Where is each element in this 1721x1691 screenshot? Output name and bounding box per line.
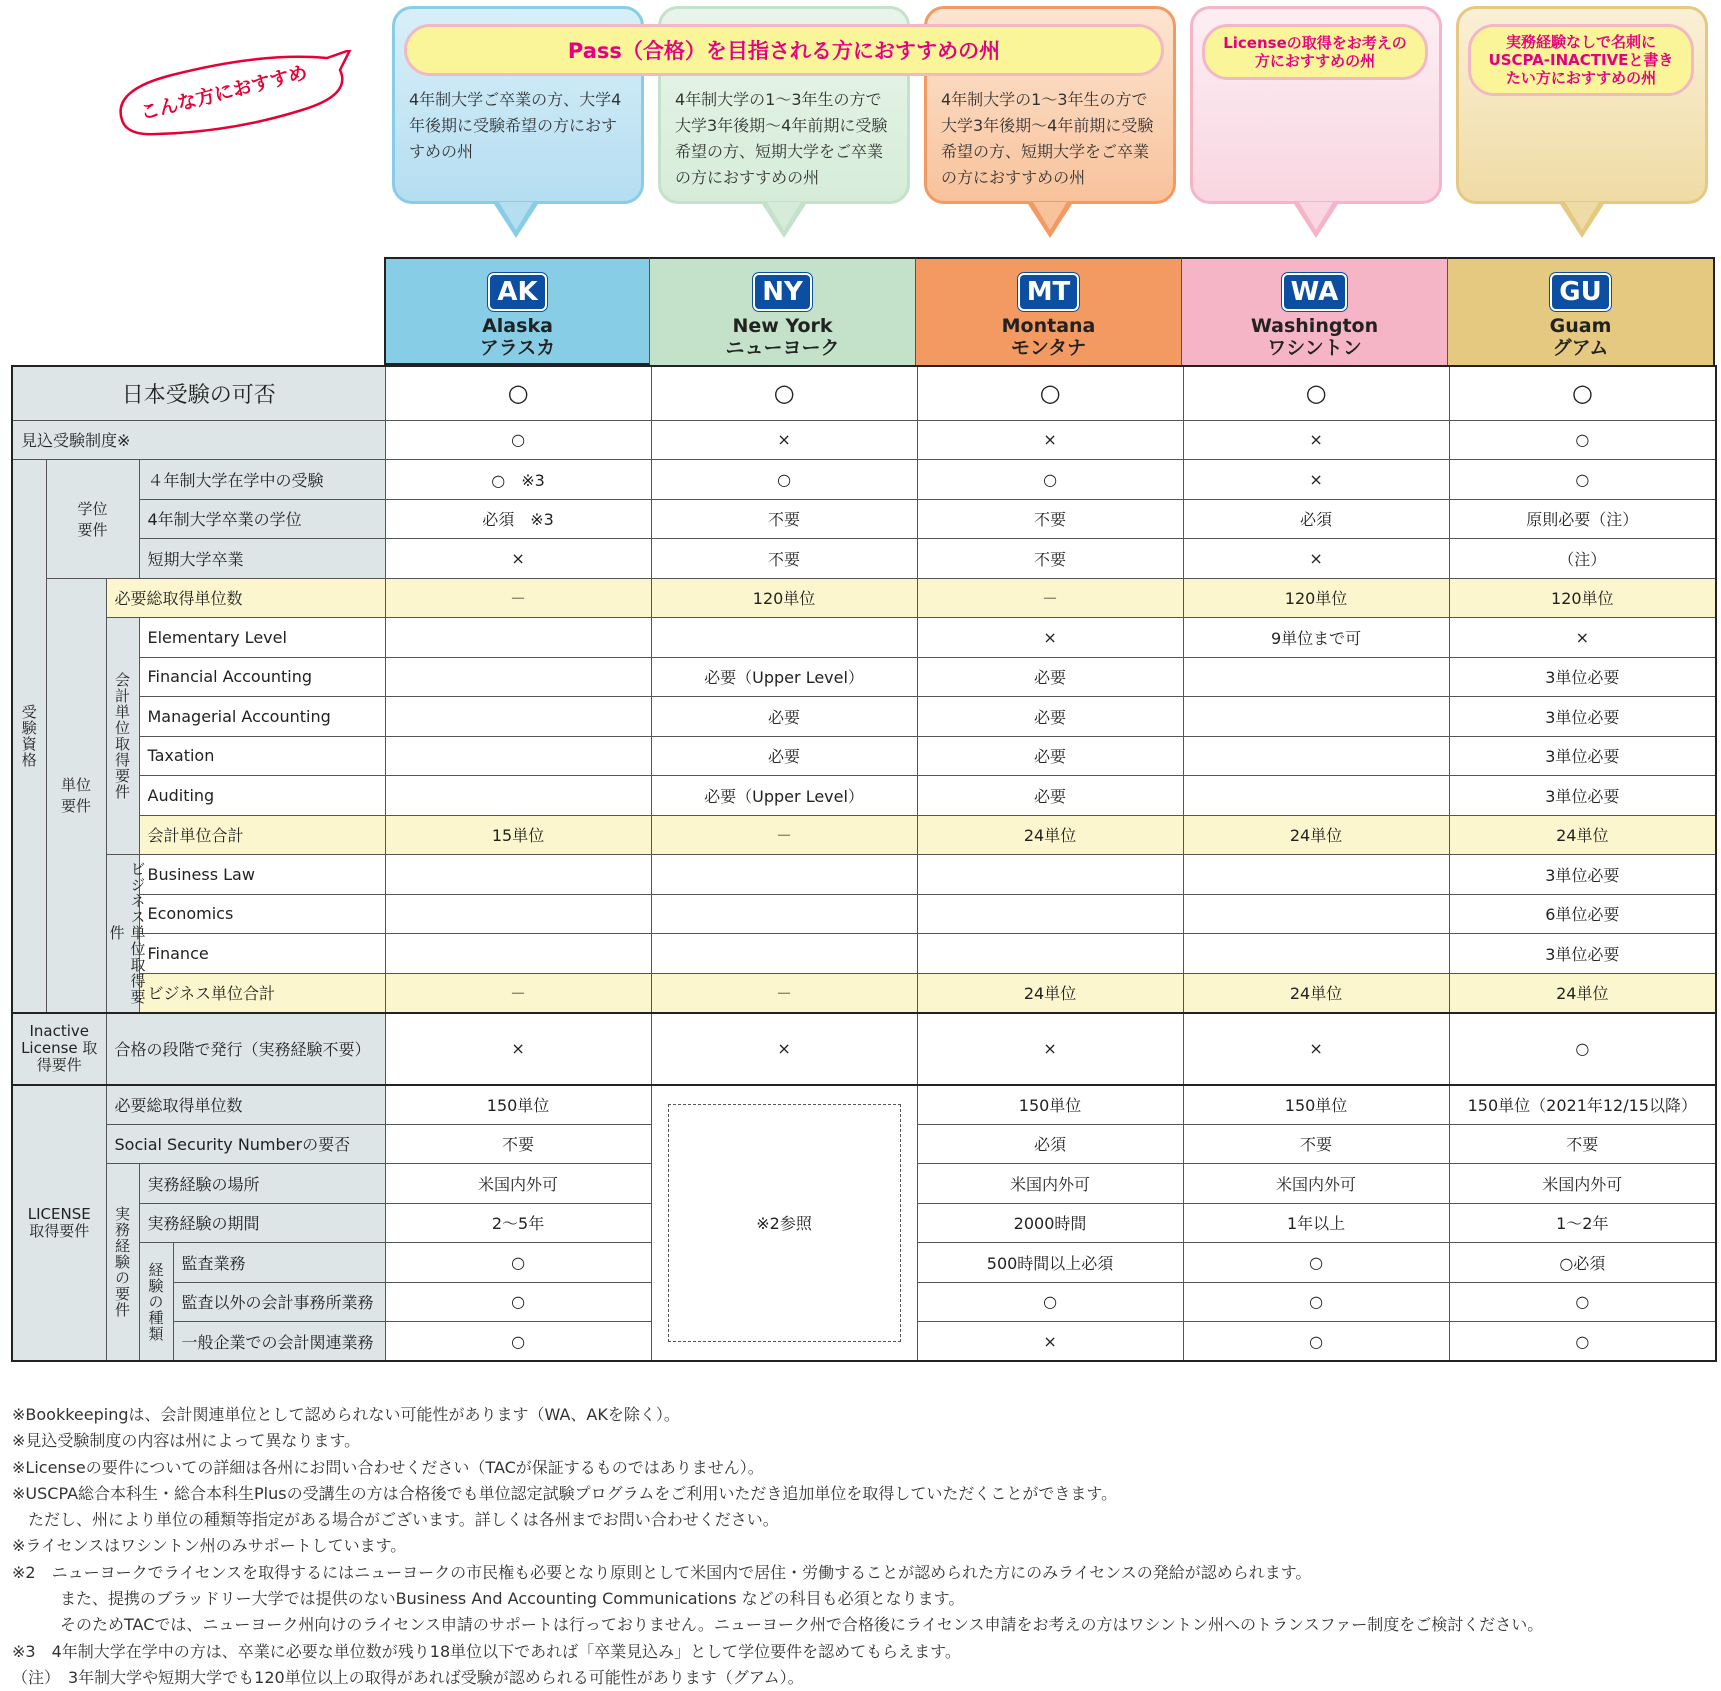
state-en-gu: Guam: [1549, 315, 1612, 337]
cell: 1年以上: [1183, 1203, 1449, 1243]
cell: [385, 618, 651, 658]
group-label: 単位要件: [60, 776, 91, 815]
footnotes: [12, 1402, 1543, 1691]
group-exp-type: [139, 1243, 173, 1362]
cell: 24単位: [1183, 815, 1449, 855]
row-label: 合格の段階で発行（実務経験不要）: [106, 1013, 385, 1085]
cell: 6単位必要: [1449, 894, 1716, 934]
cell: 米国内外可: [385, 1164, 651, 1204]
row-mgr-acct: [12, 697, 1716, 737]
state-jp-gu: グアム: [1552, 337, 1609, 359]
cell: 120単位: [1449, 578, 1716, 618]
note: ただし、州により単位の種類等指定がある場合がございます。詳しくは各州までお問い合わせください。: [12, 1510, 779, 1530]
cell: [917, 934, 1183, 974]
row-label: Economics: [139, 894, 385, 934]
cell: [1183, 736, 1449, 776]
cell: 米国内外可: [917, 1164, 1183, 1204]
cell: [385, 894, 651, 934]
group-exp-req: [106, 1164, 139, 1362]
row-label: 一般企業での会計関連業務: [173, 1322, 385, 1362]
state-jp-mt: モンタナ: [1010, 337, 1087, 359]
cell: [651, 618, 917, 658]
cell: 必要: [651, 736, 917, 776]
cell: 24単位: [917, 815, 1183, 855]
state-code-mt: MT: [1018, 273, 1080, 311]
cell: 3単位必要: [1449, 697, 1716, 737]
cell: ○: [1449, 366, 1716, 420]
cell: （注）: [1449, 539, 1716, 579]
cell: ○: [651, 460, 917, 500]
cell: －: [651, 973, 917, 1013]
cell: ○: [1183, 1282, 1449, 1322]
cell: ×: [1449, 618, 1716, 658]
header-gu: [1448, 257, 1715, 365]
header-mt: [916, 257, 1182, 365]
cell: 不要: [917, 499, 1183, 539]
cell: 必要: [651, 697, 917, 737]
row-label: 監査業務: [173, 1243, 385, 1283]
cell: ×: [1183, 539, 1449, 579]
cell: [1183, 894, 1449, 934]
cell: 必要: [917, 657, 1183, 697]
row-grad-degree: [12, 499, 1716, 539]
cell: [917, 855, 1183, 895]
row-finance: [12, 934, 1716, 974]
cell: 150単位: [917, 1085, 1183, 1125]
note: そのためTACでは、ニューヨーク州向けのライセンス申請のサポートは行っておりません。ニューヨーク州で合格後にライセンス申請をお考えの方はワシントン州へのトランスファー制度をご検討ください。: [12, 1615, 1544, 1635]
row-label: 短期大学卒業: [139, 539, 385, 579]
cell: 500時間以上必須: [917, 1243, 1183, 1283]
cell: [1183, 657, 1449, 697]
row-label: 実務経験の場所: [139, 1164, 385, 1204]
state-code-ny: NY: [753, 273, 812, 311]
cell: 不要: [917, 539, 1183, 579]
row-label: Managerial Accounting: [139, 697, 385, 737]
cell: 不要: [651, 539, 917, 579]
cell: ○: [385, 1322, 651, 1362]
cell: ○: [385, 366, 651, 420]
cell: 不要: [1449, 1124, 1716, 1164]
cell: 必須 ※3: [385, 499, 651, 539]
row-label: 必要総取得単位数: [106, 1085, 385, 1125]
cell: ×: [917, 1013, 1183, 1085]
row-inactive: [12, 1013, 1716, 1085]
state-jp-ny: ニューヨーク: [725, 337, 840, 359]
cell: 不要: [385, 1124, 651, 1164]
cell: ×: [651, 420, 917, 460]
cell: ×: [917, 618, 1183, 658]
cell: ○: [917, 1282, 1183, 1322]
row-label: 会計単位合計: [139, 815, 385, 855]
cell: 米国内外可: [1183, 1164, 1449, 1204]
cell: ○必須: [1449, 1243, 1716, 1283]
cell: [651, 934, 917, 974]
cell: 必要（Upper Level）: [651, 776, 917, 816]
cell: ○: [1449, 1013, 1716, 1085]
group-degree-req: [46, 460, 139, 579]
cell: 必須: [917, 1124, 1183, 1164]
cell: 必要: [917, 736, 1183, 776]
state-en-ak: Alaska: [482, 315, 553, 337]
row-economics: [12, 894, 1716, 934]
cell: 24単位: [1449, 815, 1716, 855]
cell: 3単位必要: [1449, 934, 1716, 974]
group-acct-credit: [106, 618, 139, 855]
cell: ○ ※3: [385, 460, 651, 500]
row-acct-total: [12, 815, 1716, 855]
cell: 必要（Upper Level）: [651, 657, 917, 697]
row-taxation: [12, 736, 1716, 776]
cell: ×: [917, 420, 1183, 460]
note: ※見込受験制度の内容は州によって異なります。: [12, 1431, 361, 1451]
cell: －: [917, 578, 1183, 618]
cell: ○: [1449, 460, 1716, 500]
cell: 原則必要（注）: [1449, 499, 1716, 539]
cell: [651, 855, 917, 895]
group-label: ビジネス単位取得要件: [107, 861, 147, 1006]
cell: 3単位必要: [1449, 657, 1716, 697]
group-credit-req: [46, 578, 106, 1013]
cell: [385, 736, 651, 776]
row-label: 日本受験の可否: [12, 366, 385, 420]
cell: 必要: [917, 776, 1183, 816]
cell: 不要: [651, 499, 917, 539]
state-code-gu: GU: [1550, 273, 1610, 311]
row-label: Taxation: [139, 736, 385, 776]
note: ※3 4年制大学在学中の方は、卒業に必要な単位数が残り18単位以下であれば「卒業見込み」として学位要件を認めてもらえます。: [12, 1641, 961, 1661]
row-junior-college: [12, 539, 1716, 579]
state-code-ak: AK: [488, 273, 546, 311]
cell: 24単位: [1449, 973, 1716, 1013]
state-jp-ak: アラスカ: [479, 337, 556, 359]
cell: [385, 697, 651, 737]
cell: [385, 934, 651, 974]
state-code-wa: WA: [1282, 273, 1348, 311]
bubble-ny-text: 4年制大学の1～3年生の方で大学3年後期～4年前期に受験希望の方、短期大学をご卒業の方におすすめの州: [675, 90, 888, 187]
group-inactive: [12, 1013, 106, 1085]
note: ※ライセンスはワシントン州のみサポートしています。: [12, 1536, 407, 1556]
bubble-ak-text: 4年制大学ご卒業の方、大学4年後期に受験希望の方におすすめの州: [409, 90, 622, 161]
row-label: 見込受験制度※: [12, 420, 385, 460]
cell: ○: [1449, 1322, 1716, 1362]
ny-license-cell: [651, 1085, 917, 1362]
group-label: 学位要件: [77, 499, 108, 539]
cell: 9単位まで可: [1183, 618, 1449, 658]
row-label: Elementary Level: [139, 618, 385, 658]
state-jp-wa: ワシントン: [1267, 337, 1362, 359]
cell: ○: [1183, 366, 1449, 420]
row-label: 4年制大学卒業の学位: [139, 499, 385, 539]
row-label: ビジネス単位合計: [139, 973, 385, 1013]
row-label: Financial Accounting: [139, 657, 385, 697]
header-wa: [1182, 257, 1448, 365]
bubble-mt-text: 4年制大学の1～3年生の方で大学3年後期～4年前期に受験希望の方、短期大学をご卒業の方におすすめの州: [941, 90, 1154, 187]
cell: ○: [1183, 1322, 1449, 1362]
cell: 150単位（2021年12/15以降）: [1449, 1085, 1716, 1125]
cell: 150単位: [1183, 1085, 1449, 1125]
row-lic-total: [12, 1085, 1716, 1125]
cell: 3単位必要: [1449, 776, 1716, 816]
cell: ×: [385, 539, 651, 579]
group-license: [12, 1085, 106, 1362]
comparison-table: [11, 365, 1717, 1362]
note: （注） 3年制大学や短期大学でも120単位以上の取得があれば受験が認められる可能性があります（グアム）。: [12, 1667, 804, 1687]
ny-note: ※2参照: [756, 1214, 812, 1234]
state-en-wa: Washington: [1250, 315, 1379, 337]
row-auditing: [12, 776, 1716, 816]
cell: [385, 657, 651, 697]
row-label: ４年制大学在学中の受験: [139, 460, 385, 500]
cell: ○: [651, 366, 917, 420]
recommend-label: こんな方におすすめ: [138, 61, 310, 125]
cell: [1183, 855, 1449, 895]
cell: 24単位: [1183, 973, 1449, 1013]
cell: 必須: [1183, 499, 1449, 539]
row-in-school: [12, 460, 1716, 500]
ny-note-box: [668, 1104, 901, 1342]
cell: ○: [385, 420, 651, 460]
state-en-ny: New York: [732, 315, 833, 337]
group-label: LICENSE 取得要件: [27, 1204, 91, 1240]
cell: ×: [385, 1013, 651, 1085]
row-japan-exam: [12, 366, 1716, 420]
cell: ○: [1449, 1282, 1716, 1322]
cell: ○: [385, 1243, 651, 1283]
row-biz-total: [12, 973, 1716, 1013]
row-fin-acct: [12, 657, 1716, 697]
note: ※2 ニューヨークでライセンスを取得するにはニューヨークの市民権も必要となり原則として米国内で居住・労働することが認められた方にのみライセンスの発給が認められます。: [12, 1562, 1312, 1582]
row-total-credits: [12, 578, 1716, 618]
row-mikomi: [12, 420, 1716, 460]
cell: 2000時間: [917, 1203, 1183, 1243]
wa-pill: Licenseの取得をお考えの方におすすめの州: [1202, 24, 1428, 80]
cell: 2～5年: [385, 1203, 651, 1243]
group-biz-credit: [106, 855, 147, 1013]
cell: [1183, 776, 1449, 816]
cell: ○: [917, 366, 1183, 420]
cell: [385, 776, 651, 816]
cell: ○: [385, 1282, 651, 1322]
cell: ×: [651, 1013, 917, 1085]
cell: 米国内外可: [1449, 1164, 1716, 1204]
cell: [385, 855, 651, 895]
cell: [1183, 934, 1449, 974]
cell: －: [651, 815, 917, 855]
cell: 120単位: [1183, 578, 1449, 618]
note: ※USCPA総合本科生・総合本科生Plusの受講生の方は合格後でも単位認定試験プログラムをご利用いただき追加単位を取得していただくことができます。: [12, 1483, 1118, 1503]
cell: 15単位: [385, 815, 651, 855]
cell: 必要: [917, 697, 1183, 737]
row-label: 必要総取得単位数: [106, 578, 385, 618]
pass-banner: Pass（合格）を目指される方におすすめの州: [404, 24, 1164, 76]
row-label: 実務経験の期間: [139, 1203, 385, 1243]
cell: 不要: [1183, 1124, 1449, 1164]
row-label: 監査以外の会計事務所業務: [173, 1282, 385, 1322]
cell: －: [385, 578, 651, 618]
cell: 120単位: [651, 578, 917, 618]
cell: ○: [1449, 420, 1716, 460]
cell: 1～2年: [1449, 1203, 1716, 1243]
group-label: 会計単位取得要件: [113, 672, 131, 800]
group-exam-qual: [12, 460, 46, 1013]
cell: [917, 894, 1183, 934]
note: ※Licenseの要件についての詳細は各州にお問い合わせください（TACが保証するものではありません）。: [12, 1457, 764, 1477]
row-biz-law: [12, 855, 1716, 895]
row-label: Auditing: [139, 776, 385, 816]
cell: ○: [1183, 1243, 1449, 1283]
cell: ×: [1183, 1013, 1449, 1085]
note: ※Bookkeepingは、会計関連単位として認められない可能性があります（WA、AKを除く）。: [12, 1405, 680, 1424]
cell: －: [385, 973, 651, 1013]
cell: ○: [917, 460, 1183, 500]
group-label: Inactive License 取得要件: [21, 1022, 98, 1074]
cell: [1183, 697, 1449, 737]
group-label: 経験の種類: [146, 1261, 165, 1342]
row-label: Social Security Numberの要否: [106, 1124, 385, 1164]
group-label: 受験資格: [19, 703, 38, 768]
cell: [651, 894, 917, 934]
group-label: 実務経験の要件: [113, 1206, 131, 1318]
header-ak: [384, 257, 650, 365]
state-en-mt: Montana: [1001, 315, 1096, 337]
header-ny: [650, 257, 916, 365]
cell: 3単位必要: [1449, 855, 1716, 895]
row-label: Finance: [139, 934, 385, 974]
row-label: Business Law: [139, 855, 385, 895]
cell: 24単位: [917, 973, 1183, 1013]
cell: ×: [1183, 460, 1449, 500]
note: また、提携のブラッドリー大学では提供のないBusiness And Accounting Communications などの科目も必須となります。: [12, 1589, 965, 1609]
gu-pill: 実務経験なしで名刺にUSCPA-INACTIVEと書きたい方におすすめの州: [1468, 24, 1694, 96]
cell: 150単位: [385, 1085, 651, 1125]
cell: ×: [1183, 420, 1449, 460]
row-elementary: [12, 618, 1716, 658]
cell: 3単位必要: [1449, 736, 1716, 776]
cell: ×: [917, 1322, 1183, 1362]
